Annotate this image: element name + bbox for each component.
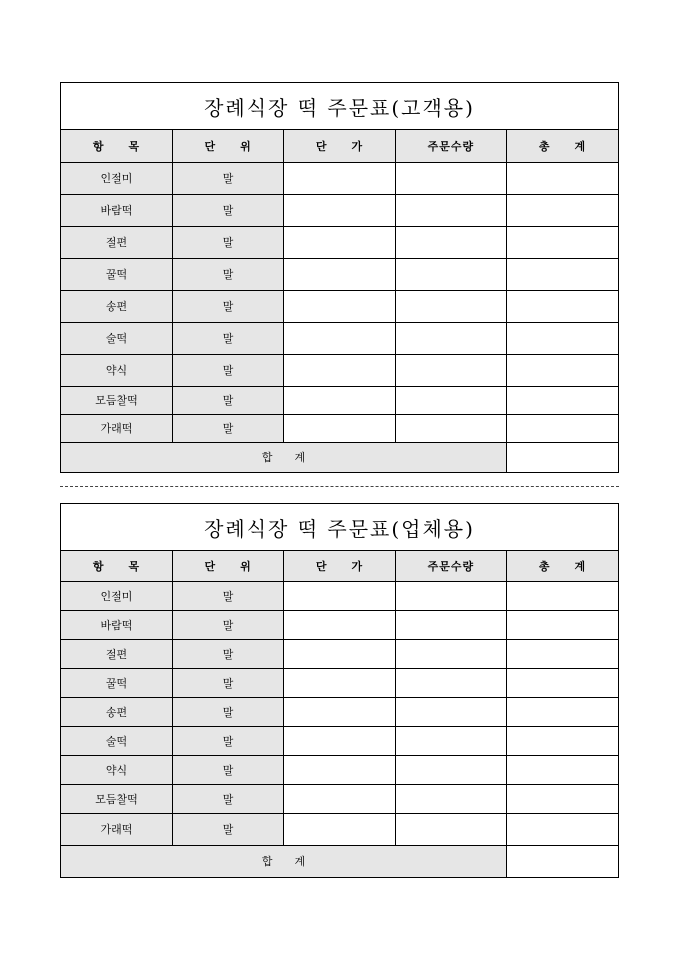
header-price: 단 가 (284, 551, 395, 581)
header-item: 항 목 (61, 551, 172, 581)
price-cell[interactable] (284, 258, 395, 290)
quantity-cell[interactable] (395, 668, 506, 697)
item-name: 모듬찰떡 (61, 386, 172, 414)
item-name: 모듬찰떡 (61, 784, 172, 813)
item-unit: 말 (172, 610, 283, 639)
item-unit: 말 (172, 226, 283, 258)
price-cell[interactable] (284, 194, 395, 226)
price-cell[interactable] (284, 414, 395, 442)
total-cell[interactable] (507, 162, 618, 194)
form-title: 장례식장 떡 주문표(업체용) (61, 504, 618, 551)
total-cell[interactable] (507, 194, 618, 226)
table-row (61, 668, 618, 697)
header-total: 총 계 (507, 130, 618, 162)
table-row (61, 610, 618, 639)
total-row (61, 442, 618, 472)
price-cell[interactable] (284, 639, 395, 668)
price-cell[interactable] (284, 290, 395, 322)
total-cell[interactable] (507, 290, 618, 322)
item-name: 꿀떡 (61, 258, 172, 290)
total-cell[interactable] (507, 784, 618, 813)
total-cell[interactable] (507, 726, 618, 755)
price-cell[interactable] (284, 386, 395, 414)
total-cell[interactable] (507, 610, 618, 639)
item-unit: 말 (172, 322, 283, 354)
quantity-cell[interactable] (395, 813, 506, 845)
item-unit: 말 (172, 194, 283, 226)
price-cell[interactable] (284, 354, 395, 386)
price-cell[interactable] (284, 226, 395, 258)
item-name: 인절미 (61, 162, 172, 194)
quantity-cell[interactable] (395, 226, 506, 258)
quantity-cell[interactable] (395, 194, 506, 226)
item-unit: 말 (172, 639, 283, 668)
quantity-cell[interactable] (395, 784, 506, 813)
quantity-cell[interactable] (395, 290, 506, 322)
header-unit: 단 위 (172, 551, 283, 581)
table-row (61, 354, 618, 386)
total-cell[interactable] (507, 755, 618, 784)
quantity-cell[interactable] (395, 639, 506, 668)
table-row (61, 290, 618, 322)
price-cell[interactable] (284, 697, 395, 726)
item-name: 약식 (61, 755, 172, 784)
table-row (61, 784, 618, 813)
item-name: 가래떡 (61, 414, 172, 442)
total-row (61, 845, 618, 877)
item-unit: 말 (172, 290, 283, 322)
quantity-cell[interactable] (395, 755, 506, 784)
header-item: 항 목 (61, 130, 172, 162)
total-cell[interactable] (507, 697, 618, 726)
item-name: 술떡 (61, 322, 172, 354)
quantity-cell[interactable] (395, 697, 506, 726)
table-row (61, 755, 618, 784)
quantity-cell[interactable] (395, 386, 506, 414)
quantity-cell[interactable] (395, 258, 506, 290)
table-row (61, 194, 618, 226)
header-row (61, 130, 618, 162)
header-quantity: 주문수량 (395, 130, 506, 162)
quantity-cell[interactable] (395, 726, 506, 755)
cut-line (60, 486, 619, 487)
item-name: 가래떡 (61, 813, 172, 845)
table-row (61, 162, 618, 194)
item-unit: 말 (172, 697, 283, 726)
price-cell[interactable] (284, 726, 395, 755)
price-cell[interactable] (284, 162, 395, 194)
order-table (61, 130, 618, 472)
total-cell[interactable] (507, 639, 618, 668)
form-title: 장례식장 떡 주문표(고객용) (61, 83, 618, 130)
table-row (61, 258, 618, 290)
item-name: 바람떡 (61, 610, 172, 639)
item-unit: 말 (172, 162, 283, 194)
quantity-cell[interactable] (395, 162, 506, 194)
total-cell[interactable] (507, 668, 618, 697)
item-name: 바람떡 (61, 194, 172, 226)
total-cell[interactable] (507, 813, 618, 845)
quantity-cell[interactable] (395, 322, 506, 354)
total-cell[interactable] (507, 414, 618, 442)
item-unit: 말 (172, 354, 283, 386)
table-row (61, 581, 618, 610)
item-unit: 말 (172, 258, 283, 290)
price-cell[interactable] (284, 322, 395, 354)
quantity-cell[interactable] (395, 610, 506, 639)
table-row (61, 813, 618, 845)
item-name: 술떡 (61, 726, 172, 755)
total-cell[interactable] (507, 226, 618, 258)
grand-total-cell[interactable] (507, 845, 618, 877)
item-unit: 말 (172, 784, 283, 813)
total-cell[interactable] (507, 258, 618, 290)
table-row (61, 414, 618, 442)
item-name: 약식 (61, 354, 172, 386)
item-unit: 말 (172, 755, 283, 784)
order-form-customer (60, 82, 619, 473)
item-unit: 말 (172, 414, 283, 442)
price-cell[interactable] (284, 755, 395, 784)
price-cell[interactable] (284, 813, 395, 845)
item-name: 절편 (61, 226, 172, 258)
quantity-cell[interactable] (395, 414, 506, 442)
item-name: 송편 (61, 697, 172, 726)
grand-total-cell[interactable] (507, 442, 618, 472)
header-price: 단 가 (284, 130, 395, 162)
total-label: 합 계 (61, 845, 507, 877)
quantity-cell[interactable] (395, 581, 506, 610)
table-row (61, 322, 618, 354)
item-unit: 말 (172, 813, 283, 845)
total-cell[interactable] (507, 322, 618, 354)
item-name: 절편 (61, 639, 172, 668)
table-row (61, 386, 618, 414)
item-name: 인절미 (61, 581, 172, 610)
price-cell[interactable] (284, 581, 395, 610)
quantity-cell[interactable] (395, 354, 506, 386)
price-cell[interactable] (284, 610, 395, 639)
header-quantity: 주문수량 (395, 551, 506, 581)
total-cell[interactable] (507, 354, 618, 386)
header-total: 총 계 (507, 551, 618, 581)
item-unit: 말 (172, 581, 283, 610)
table-row (61, 226, 618, 258)
header-unit: 단 위 (172, 130, 283, 162)
item-unit: 말 (172, 726, 283, 755)
price-cell[interactable] (284, 668, 395, 697)
table-row (61, 639, 618, 668)
item-name: 꿀떡 (61, 668, 172, 697)
item-unit: 말 (172, 668, 283, 697)
total-cell[interactable] (507, 386, 618, 414)
order-form-vendor (60, 503, 619, 878)
item-unit: 말 (172, 386, 283, 414)
price-cell[interactable] (284, 784, 395, 813)
total-label: 합 계 (61, 442, 507, 472)
header-row (61, 551, 618, 581)
item-name: 송편 (61, 290, 172, 322)
table-row (61, 726, 618, 755)
total-cell[interactable] (507, 581, 618, 610)
table-row (61, 697, 618, 726)
order-table (61, 551, 618, 877)
